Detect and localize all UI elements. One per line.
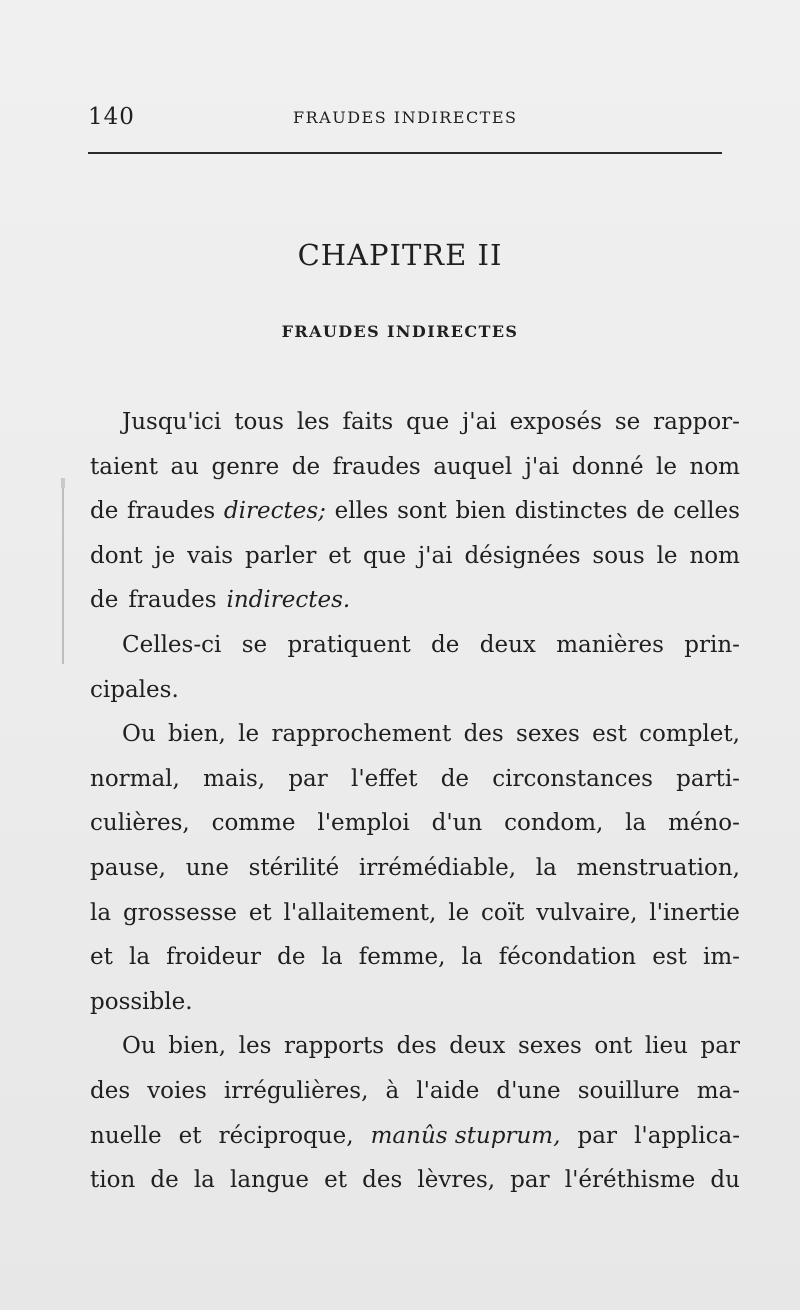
word: parti- [676, 765, 740, 792]
text-line-16 [90, 1069, 740, 1114]
word: à [385, 1077, 400, 1104]
word: Jusqu'ici [122, 409, 222, 435]
word: grossesse [122, 899, 237, 926]
word: sous [592, 542, 645, 569]
text-line-14 [90, 980, 740, 1025]
word: des [396, 1033, 437, 1060]
word: tous [234, 409, 284, 435]
word: désignées [464, 542, 581, 569]
word: d'une [496, 1077, 561, 1104]
word: réciproque, [218, 1122, 354, 1149]
word: pratiquent [287, 631, 411, 658]
word: au [170, 453, 199, 480]
word: deux [449, 1033, 506, 1060]
word: les [296, 409, 330, 435]
word: genre [211, 453, 280, 480]
word: les [238, 1033, 272, 1060]
word: de [291, 453, 321, 480]
word: l'éréthisme [564, 1167, 696, 1194]
word: taient [90, 453, 158, 480]
word: la [625, 810, 647, 837]
word: donné [571, 453, 644, 480]
word: rapports [283, 1033, 385, 1060]
word: la [535, 854, 557, 881]
word: de [636, 498, 665, 525]
word: et [178, 1122, 202, 1149]
page-header [88, 104, 722, 138]
word: des [362, 1167, 403, 1194]
word: l'applica- [634, 1122, 740, 1149]
word: auquel [433, 453, 513, 480]
text-line-9 [90, 757, 740, 802]
word: l'allaitement, [283, 899, 437, 926]
word: pause, [90, 854, 166, 881]
text-line-17 [90, 1114, 740, 1159]
word: la [321, 944, 343, 971]
word: coït [481, 899, 525, 926]
word: normal, [90, 765, 180, 792]
margin-pencil-mark [62, 482, 64, 664]
text-line-8 [90, 712, 740, 757]
word: cipales. [90, 676, 179, 703]
text-line-4 [90, 534, 740, 579]
word: irrémédiable, [358, 854, 517, 881]
word: tion [90, 1167, 136, 1194]
word: rapprochement [271, 721, 452, 748]
word: Ou [122, 1033, 156, 1060]
word: de [90, 498, 119, 525]
word: j'ai [524, 453, 560, 480]
word: que [406, 409, 450, 435]
text-line-15 [90, 1024, 740, 1069]
word: de [150, 1167, 179, 1194]
word: faits [342, 409, 394, 435]
word: sexes [516, 721, 580, 748]
word: Celles-ci [122, 631, 222, 658]
word: par [577, 1122, 617, 1149]
word: du [710, 1167, 740, 1194]
word: nuelle [90, 1122, 162, 1149]
word: que [362, 542, 407, 569]
word: fraudes [127, 498, 216, 525]
text-line-18 [90, 1158, 740, 1203]
word: des [90, 1077, 131, 1104]
word: j'ai [418, 542, 453, 569]
word: menstruation, [576, 854, 740, 881]
word: possible. [90, 988, 193, 1015]
word: comme [211, 810, 296, 837]
word: l'inertie [649, 899, 740, 926]
word: je [154, 542, 176, 569]
italic-word: indirectes. [226, 587, 351, 614]
word: condom, [504, 810, 604, 837]
word: de [90, 587, 119, 614]
word: dont [90, 542, 143, 569]
word: j'ai [462, 409, 497, 435]
word: ont [594, 1033, 633, 1060]
word: sont [397, 498, 447, 525]
word: lèvres, [417, 1167, 496, 1194]
text-line-2 [90, 445, 740, 490]
word: la [128, 944, 151, 971]
chapter-heading: CHAPITRE II [297, 238, 503, 272]
text-line-3 [90, 489, 740, 534]
word: vulvaire, [536, 899, 638, 926]
text-line-7 [90, 668, 740, 713]
word: femme, [358, 944, 446, 971]
word: de [431, 631, 460, 658]
word: rappor- [653, 409, 740, 435]
chapter-subtitle: FRAUDES INDIRECTES [281, 322, 519, 341]
word: deux [479, 631, 536, 658]
word: est [592, 721, 627, 748]
word: le [448, 899, 470, 926]
word: et [324, 1167, 348, 1194]
word: complet, [639, 721, 740, 748]
word: ma- [696, 1077, 740, 1104]
text-line-6 [90, 623, 740, 668]
word: la [193, 1167, 215, 1194]
word: culières, [90, 810, 190, 837]
word: de [277, 944, 306, 971]
word: circonstances [492, 765, 653, 792]
word: froideur [166, 944, 262, 971]
header-rule [88, 152, 722, 154]
text-line-5 [90, 578, 740, 623]
word: le [656, 453, 678, 480]
word: celles [673, 498, 740, 525]
word: irrégulières, [223, 1077, 369, 1104]
word: bien [455, 498, 506, 525]
word: fraudes [332, 453, 421, 480]
word: nom [689, 542, 740, 569]
word: méno- [668, 810, 740, 837]
word: im- [703, 944, 740, 971]
word: des [463, 721, 504, 748]
word: manières [556, 631, 664, 658]
word: et [248, 899, 272, 926]
word: la [90, 899, 112, 926]
word: mais, [203, 765, 266, 792]
word: prin- [684, 631, 740, 658]
word: fécondation [498, 944, 637, 971]
word: et [328, 542, 352, 569]
text-line-10 [90, 801, 740, 846]
word: l'emploi [317, 810, 410, 837]
word: par [700, 1033, 740, 1060]
italic-word: directes; [223, 498, 326, 525]
word: d'un [431, 810, 483, 837]
word: l'aide [416, 1077, 480, 1104]
page-number: 140 [88, 104, 135, 130]
word: lieu [644, 1033, 688, 1060]
word: voies [147, 1077, 207, 1104]
word: de [440, 765, 470, 792]
body-text [90, 400, 740, 1203]
word: une [185, 854, 229, 881]
word: et [90, 944, 113, 971]
text-line-11 [90, 846, 740, 891]
word: Ou [122, 721, 156, 748]
italic-phrase: manûs stuprum, [370, 1122, 561, 1149]
word: bien, [168, 1033, 227, 1060]
word: le [656, 542, 678, 569]
word: l'effet [350, 765, 418, 792]
word: se [614, 409, 641, 435]
text-line-13 [90, 935, 740, 980]
word: nom [689, 453, 740, 480]
word: souillure [577, 1077, 680, 1104]
word: stérilité [248, 854, 340, 881]
word: exposés [509, 409, 602, 435]
text-line-12 [90, 891, 740, 936]
word: parler [244, 542, 317, 569]
text-line-1 [90, 400, 740, 445]
word: fraudes [128, 587, 217, 614]
word: sexes [517, 1033, 582, 1060]
word: elles [334, 498, 389, 525]
word: vais [187, 542, 234, 569]
word: est [652, 944, 687, 971]
word: par [288, 765, 328, 792]
word: par [510, 1167, 550, 1194]
word: le [238, 721, 260, 748]
word: langue [230, 1167, 310, 1194]
running-title: FRAUDES INDIRECTES [293, 108, 518, 127]
word: distinctes [514, 498, 628, 525]
word: la [461, 944, 483, 971]
word: bien, [168, 721, 226, 748]
word: se [241, 631, 268, 658]
